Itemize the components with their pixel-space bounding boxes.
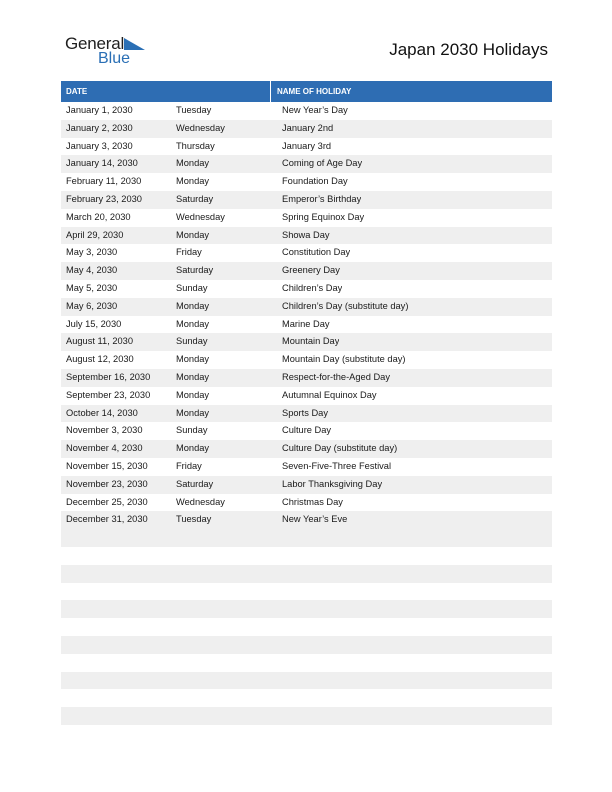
- table-row: [61, 155, 552, 173]
- empty-row: [61, 600, 552, 618]
- holiday-name: Spring Equinox Day: [282, 211, 365, 222]
- holiday-date: December 31, 2030: [66, 514, 148, 525]
- holiday-weekday: Sunday: [176, 282, 208, 293]
- table-blank-rows: [61, 529, 552, 725]
- holiday-date: March 20, 2030: [66, 211, 131, 222]
- holiday-weekday: Wednesday: [176, 211, 225, 222]
- holiday-name: Seven-Five-Three Festival: [282, 460, 392, 471]
- holiday-name: Children’s Day (substitute day): [282, 300, 409, 311]
- empty-row: [61, 618, 552, 636]
- table-row: [61, 333, 552, 351]
- holiday-date: May 6, 2030: [66, 300, 118, 311]
- table-row: [61, 316, 552, 334]
- holiday-weekday: Saturday: [176, 193, 214, 204]
- holiday-date: November 15, 2030: [66, 460, 148, 471]
- empty-row: [61, 529, 552, 547]
- logo-text-blue: Blue: [98, 50, 131, 67]
- holiday-weekday: Monday: [176, 176, 210, 187]
- holiday-date: August 11, 2030: [66, 336, 134, 347]
- table-row: [61, 494, 552, 512]
- table-row: [61, 209, 552, 227]
- table-row: [61, 227, 552, 245]
- table-row: [61, 244, 552, 262]
- generalblue-logo: [65, 34, 155, 70]
- table-row: [61, 405, 552, 423]
- holiday-weekday: Saturday: [176, 478, 214, 489]
- holiday-weekday: Wednesday: [176, 122, 225, 133]
- holiday-name: Constitution Day: [282, 247, 351, 258]
- holiday-weekday: Monday: [176, 389, 210, 400]
- table-row: [61, 422, 552, 440]
- table-row: [61, 440, 552, 458]
- table-row: [61, 387, 552, 405]
- holiday-date: January 2, 2030: [66, 122, 133, 133]
- table-row: [61, 138, 552, 156]
- column-header-holiday-name: NAME OF HOLIDAY: [277, 87, 352, 96]
- holiday-weekday: Friday: [176, 247, 202, 258]
- table-row: [61, 351, 552, 369]
- holiday-date: November 4, 2030: [66, 443, 143, 454]
- holiday-name: Labor Thanksgiving Day: [282, 478, 383, 489]
- holiday-name: Respect-for-the-Aged Day: [282, 371, 390, 382]
- holiday-name: Greenery Day: [282, 265, 340, 276]
- holiday-table: [61, 81, 552, 725]
- empty-row: [61, 636, 552, 654]
- empty-row: [61, 672, 552, 690]
- holiday-date: November 3, 2030: [66, 425, 143, 436]
- holiday-name: Foundation Day: [282, 176, 348, 187]
- holiday-name: Marine Day: [282, 318, 330, 329]
- table-row: [61, 476, 552, 494]
- holiday-weekday: Saturday: [176, 265, 214, 276]
- table-row: [61, 458, 552, 476]
- holiday-name: New Year’s Day: [282, 105, 348, 115]
- holiday-date: September 16, 2030: [66, 371, 151, 382]
- empty-row: [61, 654, 552, 672]
- holiday-date: May 4, 2030: [66, 265, 118, 276]
- holiday-name: Autumnal Equinox Day: [282, 389, 377, 400]
- table-row: [61, 369, 552, 387]
- holiday-name: Coming of Age Day: [282, 158, 363, 169]
- holiday-date: July 15, 2030: [66, 318, 122, 329]
- empty-row: [61, 565, 552, 583]
- holiday-weekday: Friday: [176, 460, 202, 471]
- holiday-weekday: Monday: [176, 443, 210, 454]
- table-body: [61, 102, 552, 529]
- table-row: [61, 262, 552, 280]
- holiday-date: February 23, 2030: [66, 193, 142, 204]
- holiday-name: Mountain Day: [282, 336, 340, 347]
- logo-text-general: General: [65, 34, 125, 53]
- holiday-date: February 11, 2030: [66, 176, 142, 187]
- holiday-weekday: Tuesday: [176, 514, 212, 525]
- table-row: [61, 173, 552, 191]
- holiday-date: April 29, 2030: [66, 229, 124, 240]
- holiday-date: May 5, 2030: [66, 282, 118, 293]
- holiday-weekday: Monday: [176, 229, 210, 240]
- table-row: [61, 102, 552, 120]
- table-row: [61, 191, 552, 209]
- holiday-name: Culture Day (substitute day): [282, 443, 398, 454]
- holiday-weekday: Monday: [176, 158, 210, 169]
- empty-row: [61, 547, 552, 565]
- holiday-weekday: Monday: [176, 354, 210, 365]
- holiday-name: January 3rd: [282, 140, 332, 151]
- page-title: Japan 2030 Holidays: [389, 40, 548, 59]
- holiday-date: May 3, 2030: [66, 247, 118, 258]
- column-header-date: DATE: [61, 81, 271, 102]
- holiday-name: New Year’s Eve: [282, 514, 348, 525]
- table-header: [61, 81, 552, 102]
- holiday-date: October 14, 2030: [66, 407, 138, 418]
- holiday-weekday: Sunday: [176, 425, 208, 436]
- holiday-name: Showa Day: [282, 229, 330, 240]
- holiday-date: January 14, 2030: [66, 158, 138, 169]
- holiday-weekday: Monday: [176, 371, 210, 382]
- holiday-date: January 1, 2030: [66, 105, 133, 115]
- holiday-name: Christmas Day: [282, 496, 343, 507]
- holiday-date: August 12, 2030: [66, 354, 134, 365]
- holiday-name: January 2nd: [282, 122, 334, 133]
- table-row: [61, 511, 552, 529]
- holiday-date: December 25, 2030: [66, 496, 148, 507]
- holiday-date: September 23, 2030: [66, 389, 151, 400]
- holiday-weekday: Monday: [176, 318, 210, 329]
- holiday-weekday: Wednesday: [176, 496, 225, 507]
- empty-row: [61, 689, 552, 707]
- holiday-name: Mountain Day (substitute day): [282, 354, 406, 365]
- holiday-name: Sports Day: [282, 407, 328, 418]
- holiday-date: January 3, 2030: [66, 140, 133, 151]
- holiday-name: Emperor’s Birthday: [282, 193, 362, 204]
- holiday-weekday: Sunday: [176, 336, 208, 347]
- table-row: [61, 298, 552, 316]
- table-row: [61, 120, 552, 138]
- holiday-weekday: Tuesday: [176, 105, 212, 115]
- logo-triangle-icon: [122, 37, 146, 51]
- holiday-weekday: Thursday: [176, 140, 215, 151]
- table-row: [61, 280, 552, 298]
- holiday-date: November 23, 2030: [66, 478, 148, 489]
- holiday-name: Children’s Day: [282, 282, 343, 293]
- empty-row: [61, 583, 552, 601]
- holiday-name: Culture Day: [282, 425, 332, 436]
- empty-row: [61, 707, 552, 725]
- holiday-weekday: Monday: [176, 407, 210, 418]
- holiday-weekday: Monday: [176, 300, 210, 311]
